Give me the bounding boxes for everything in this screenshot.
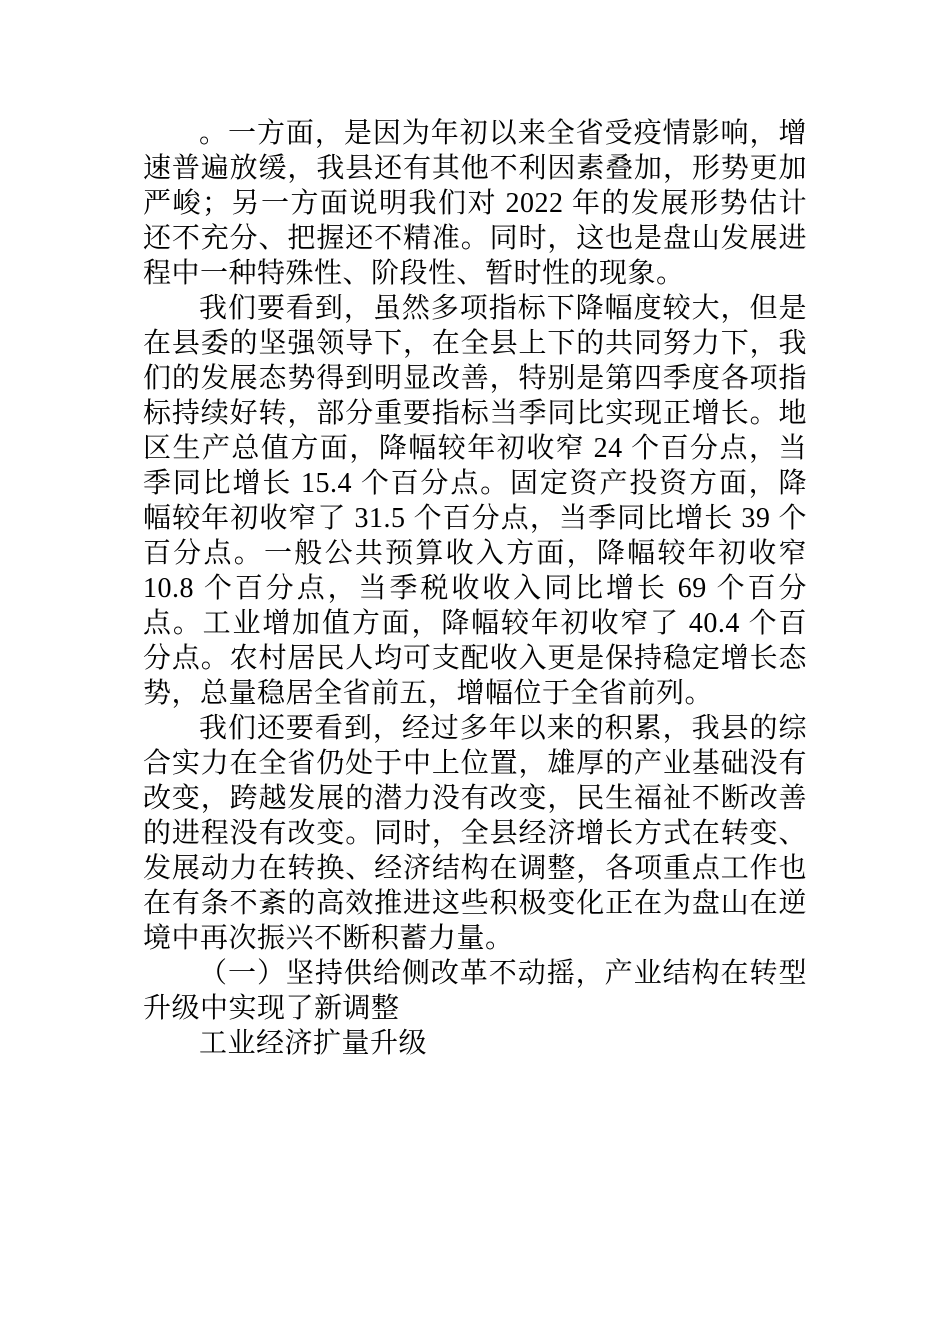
document-text-block bbox=[143, 116, 807, 1061]
paragraph-indicator-improvement: 我们要看到，虽然多项指标下降幅度较大，但是在县委的坚强领导下，在全县上下的共同努力下，我们的发展态势得到明显改善，特别是第四季度各项指标持续好转，部分重要指标当季同比实现正增长。地区生产总值方面，降幅较年初收窄 24 个百分点，当季同比增长 15.4 个百分点。固定资产投资方面，降幅较年初收窄了 31.5 个百分点，当季同比增长 39 个百分点。一般公共预算收入方面，降幅较年初收窄 10.8 个百分点，当季税收收入同比增长 69 个百分点。工业增加值方面，降幅较年初收窄了 40.4 个百分点。农村居民人均可支配收入更是保持稳定增长态势，总量稳居全省前五，增幅位于全省前列。 bbox=[143, 293, 807, 709]
paragraph-section-heading-one: （一）坚持供给侧改革不动摇，产业结构在转型升级中实现了新调整 bbox=[143, 958, 807, 1024]
paragraph-industrial-economy: 工业经济扩量升级 bbox=[199, 1028, 428, 1059]
paragraph-situation-analysis: 。一方面，是因为年初以来全省受疫情影响，增速普遍放缓，我县还有其他不利因素叠加，形势更加严峻；另一方面说明我们对 2022 年的发展形势估计还不充分、把握还不精准。同时，这也是盘山发展进程中一种特殊性、阶段性、暂时性的现象。 bbox=[143, 118, 807, 289]
paragraph-accumulated-strength: 我们还要看到，经过多年以来的积累，我县的综合实力在全省仍处于中上位置，雄厚的产业基础没有改变，跨越发展的潜力没有改变，民生福祉不断改善的进程没有改变。同时，全县经济增长方式在转变、发展动力在转换、经济结构在调整，各项重点工作也在有条不紊的高效推进这些积极变化正在为盘山在逆境中再次振兴不断积蓄力量。 bbox=[143, 713, 807, 954]
